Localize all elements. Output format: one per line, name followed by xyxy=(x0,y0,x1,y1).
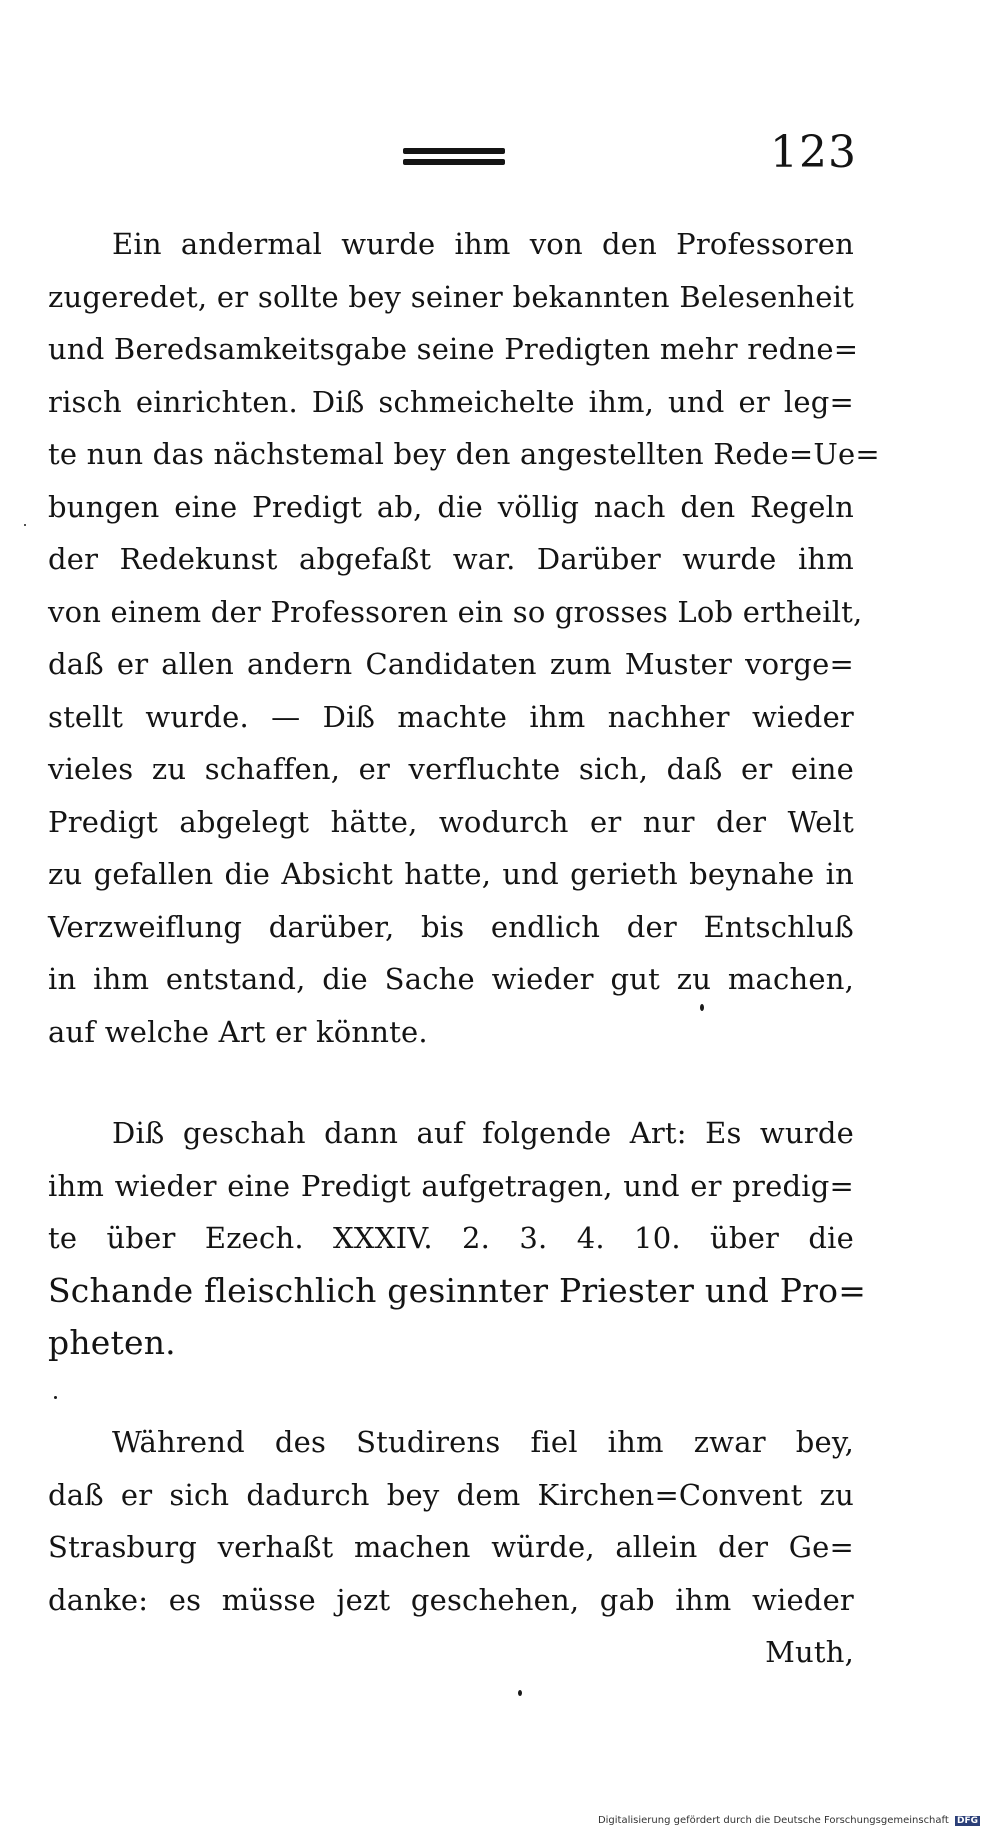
text-line: pheten. xyxy=(48,1323,176,1362)
text-line: der Redekunst abgefaßt war. Darüber wurde ihm xyxy=(48,542,854,576)
digitization-credit xyxy=(598,1815,980,1826)
paragraph-2 xyxy=(48,1107,867,1370)
text-line: Während des Studirens fiel ihm zwar bey, xyxy=(112,1425,854,1459)
dfg-logo: DFG xyxy=(956,1816,978,1826)
text-line: in ihm entstand, die Sache wieder gut zu machen, xyxy=(48,962,854,996)
text-line: te über Ezech. XXXIV. 2. 3. 4. 10. über die xyxy=(48,1221,854,1255)
text-line: ihm wieder eine Predigt aufgetragen, und er predig= xyxy=(48,1168,854,1203)
scan-speck xyxy=(24,524,26,526)
text-line: Schande fleischlich gesinnter Priester und Pro= xyxy=(48,1270,867,1310)
header-double-rule xyxy=(403,146,505,168)
scan-speck xyxy=(700,1004,704,1011)
text-line: daß er sich dadurch bey dem Kirchen=Convent zu xyxy=(48,1477,854,1512)
text-line: Verzweiflung darüber, bis endlich der Entschluß xyxy=(48,909,854,944)
text-line: Ein andermal wurde ihm von den Professoren xyxy=(112,227,854,261)
text-line: bungen eine Predigt ab, die völlig nach den Regeln xyxy=(48,489,854,524)
text-line: te nun das nächstemal bey den angestellten Rede=Ue= xyxy=(48,437,880,471)
text-line: daß er allen andern Candidaten zum Muster vorge= xyxy=(48,647,854,681)
page-number: 123 xyxy=(770,127,857,178)
text-line: und Beredsamkeitsgabe seine Predigten mehr redne= xyxy=(48,332,859,366)
footer-text: Digitalisierung gefördert durch die Deutsche Forschungsgemeinschaft xyxy=(597,1815,949,1826)
catchword: Muth, xyxy=(765,1635,854,1669)
text-line: Predigt abgelegt hätte, wodurch er nur der Welt xyxy=(48,804,854,839)
text-line: risch einrichten. Diß schmeichelte ihm, und er leg= xyxy=(48,384,854,419)
paragraph-3 xyxy=(48,1416,854,1679)
scan-speck xyxy=(54,1396,57,1399)
scan-speck xyxy=(518,1690,522,1696)
text-line: vieles zu schaffen, er verfluchte sich, daß er eine xyxy=(48,752,854,786)
paragraph-1 xyxy=(48,218,880,1058)
text-line: stellt wurde. — Diß machte ihm nachher wieder xyxy=(48,699,854,734)
text-line: zugeredet, er sollte bey seiner bekannten Belesenheit xyxy=(48,279,854,314)
text-line: Diß geschah dann auf folgende Art: Es wurde xyxy=(112,1116,854,1150)
text-line: auf welche Art er könnte. xyxy=(48,1014,428,1049)
text-line: von einem der Professoren ein so grosses Lob ertheilt, xyxy=(48,594,863,629)
text-line: danke: es müsse jezt geschehen, gab ihm wieder xyxy=(48,1582,854,1617)
text-line: zu gefallen die Absicht hatte, und gerieth beynahe in xyxy=(48,857,854,891)
text-line: Strasburg verhaßt machen würde, allein der Ge= xyxy=(48,1530,854,1564)
